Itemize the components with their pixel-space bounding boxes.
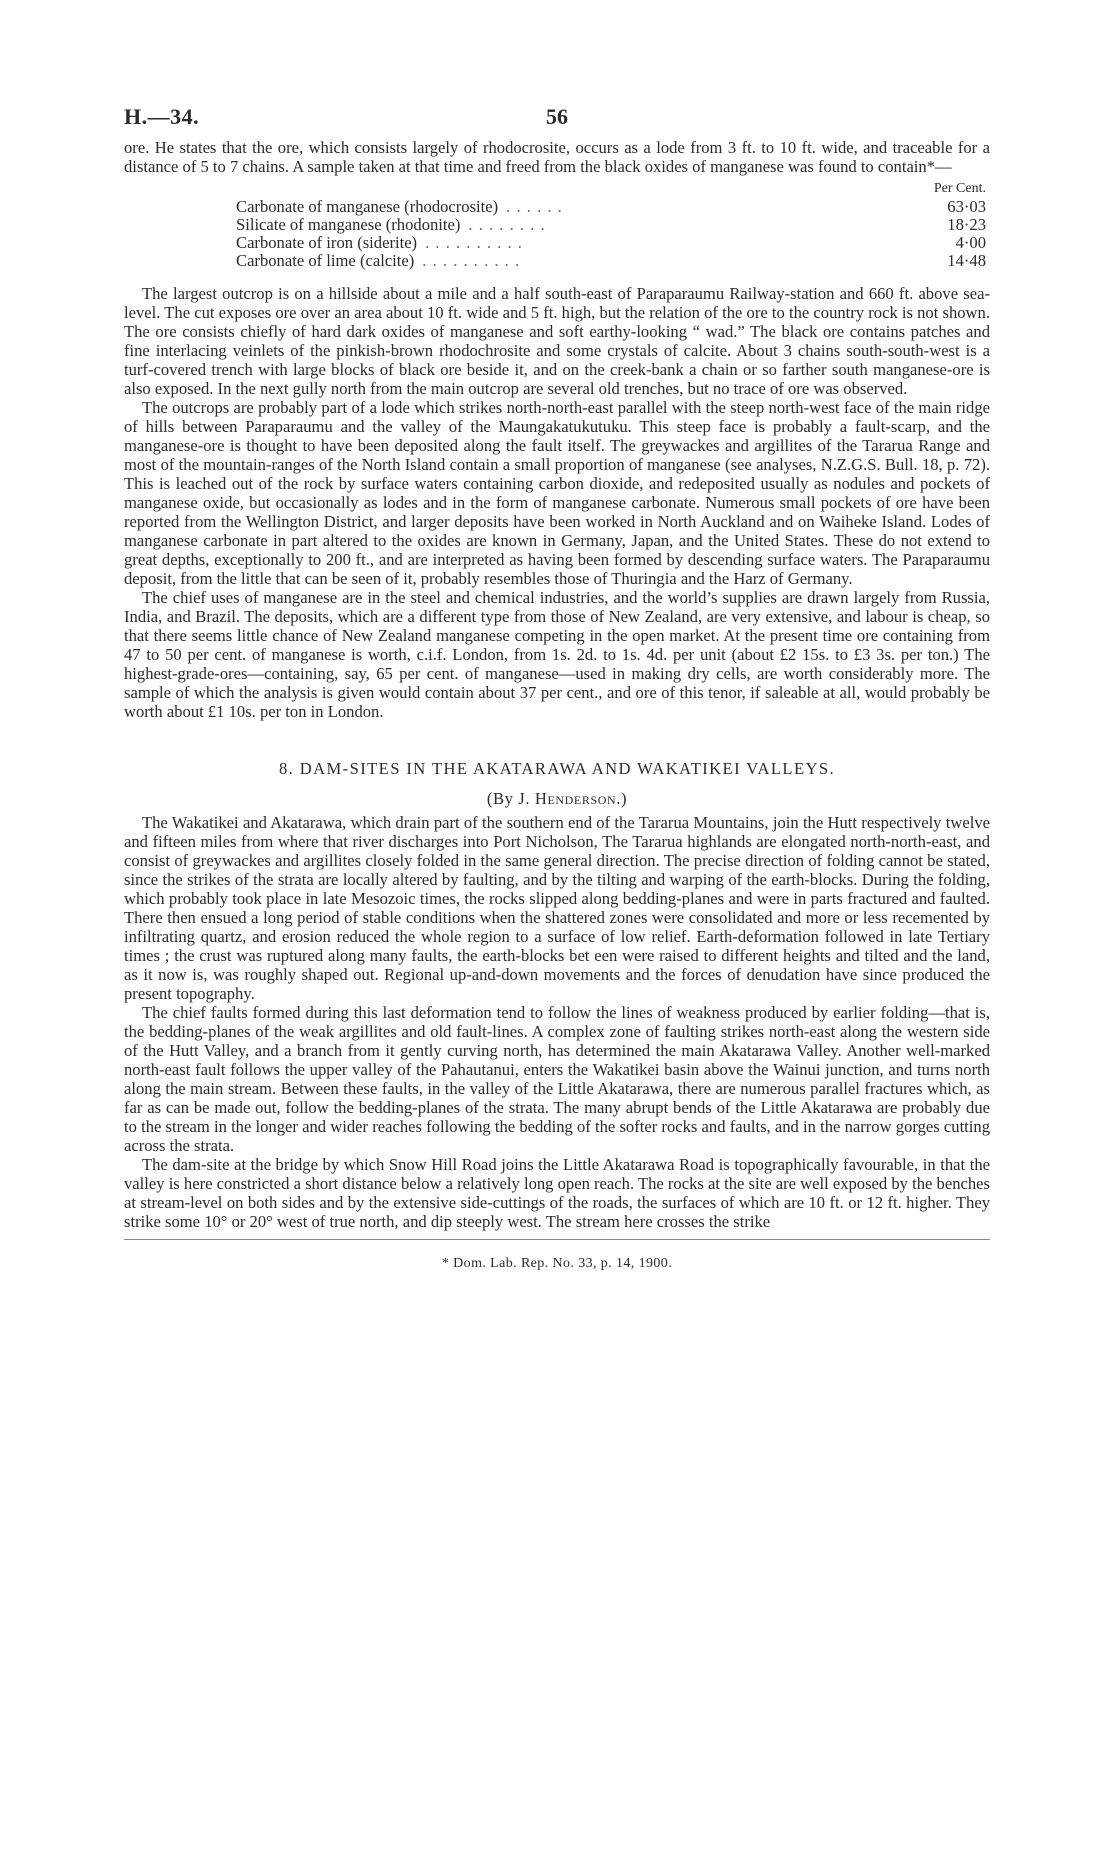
- intro-paragraph: ore. He states that the ore, which consists largely of rhodocrosite, occurs as a lode from 3 ft. to 10 ft. wide, and traceable for a distance of 5 to 7 chains. A sample taken at that time and freed from the black oxides of manganese was found to contain*—: [124, 138, 990, 176]
- analysis-label: Carbonate of manganese (rhodocrosite): [236, 197, 499, 216]
- byline-suffix: .): [616, 789, 628, 808]
- report-code: H.—34.: [124, 104, 200, 129]
- body-paragraph: The largest outcrop is on a hillside about a mile and a half south-east of Paraparaumu Railway-station and 660 ft. above sea-level. The cut exposes ore over an area about 10 ft. wide and 5 ft. high, but the relation of the ore to the country rock is not shown. The ore consists chiefly of hard dark oxides of manganese and soft earthy-looking “ wad.” The black ore contains patches and fine interlacing veinlets of the pinkish-brown rhodochrosite and some crystals of calcite. About 3 chains south-south-west is a turf-covered trench with large blocks of black ore beside it, and on the creek-bank a chain or so farther south manganese-ore is also exposed. In the next gully north from the main outcrop are several old trenches, but no trace of ore was observed.: [124, 284, 990, 398]
- footnote: * Dom. Lab. Rep. No. 33, p. 14, 1900.: [441, 1256, 673, 1271]
- analysis-table: [236, 180, 998, 270]
- footnote-rule: [124, 1239, 990, 1240]
- page-number: 56: [546, 104, 568, 129]
- document-page: [124, 104, 990, 1272]
- analysis-value: 18·23: [947, 215, 986, 234]
- body-paragraph: The dam-site at the bridge by which Snow Hill Road joins the Little Akatarawa Road is topographically favourable, in that the valley is here constricted a short distance below a relatively long open reach. The rocks at the site are well exposed by the benches at stream-level on both sides and by the extensive side-cuttings of the roads, the surfaces of which are 10 ft. or 12 ft. higher. They strike some 10° or 20° west of true north, and dip steeply west. The stream here crosses the strike: [124, 1155, 990, 1231]
- analysis-label: Carbonate of lime (calcite): [236, 251, 415, 270]
- running-header: [124, 104, 990, 138]
- body-paragraph: The outcrops are probably part of a lode which strikes north-north-east parallel with the steep north-west face of the main ridge of hills between Paraparaumu and the valley of the Maungakatukutuku. This steep face is probably a fault-scarp, and the manganese-ore is thought to have been deposited along the fault itself. The greywackes and argillites of the Tararua Range and most of the mountain-ranges of the North Island contain a small proportion of manganese (see analyses, N.Z.G.S. Bull. 18, p. 72). This is leached out of the rock by surface waters containing carbon dioxide, and redeposited usually as nodules and pockets of manganese oxide, but occasionally as lodes and in the form of manganese carbonate. Numerous small pockets of ore have been reported from the Wellington District, and larger deposits have been worked in North Auckland and on Waiheke Island. Lodes of manganese carbonate in part altered to the oxides are known in Germany, Japan, and the United States. These do not extend to great depths, exceptionally to 200 ft., and are interpreted as having been formed by descending surface waters. The Paraparaumu deposit, from the little that can be seen of it, probably resembles those of Thuringia and the Harz of Germany.: [124, 398, 990, 588]
- byline-author: Henderson: [534, 789, 617, 808]
- section-byline: [124, 789, 990, 809]
- analysis-value: 63·03: [947, 197, 986, 216]
- byline-prefix: (By J.: [486, 789, 535, 808]
- analysis-label: Silicate of manganese (rhodonite): [236, 215, 461, 234]
- body-paragraph: The Wakatikei and Akatarawa, which drain part of the southern end of the Tararua Mountains, join the Hutt respectively twelve and fifteen miles from where that river discharges into Port Nicholson, The Tararua highlands are elongated north-north-east, and consist of greywackes and argillites closely folded in the same general direction. The precise direction of folding cannot be stated, since the strikes of the strata are locally altered by faulting, and by the tilting and warping of the earth-blocks. During the folding, which probably took place in late Mesozoic times, the rocks slipped along bedding-planes and were in parts fractured and faulted. There then ensued a long period of stable conditions when the shattered zones were consolidated and more or less recemented by infiltrating quartz, and erosion reduced the whole region to a surface of low relief. Earth-deformation followed in late Tertiary times ; the crust was ruptured along many faults, the earth-blocks bet een were raised to different heights and tilted and the land, as it now is, was roughly shaped out. Regional up-and-down movements and the forces of denudation have since produced the present topography.: [124, 813, 990, 1003]
- analysis-label: Carbonate of iron (siderite): [236, 233, 418, 252]
- analysis-row: [236, 252, 998, 270]
- analysis-row: [236, 216, 998, 234]
- analysis-unit-header: Per Cent.: [933, 181, 986, 196]
- body-paragraph: The chief uses of manganese are in the steel and chemical industries, and the world’s supplies are drawn largely from Russia, India, and Brazil. The deposits, which are a different type from those of New Zealand, are very extensive, and labour is cheap, so that there seems little chance of New Zealand manganese competing in the open market. At the present time ore containing from 47 to 50 per cent. of manganese is worth, c.i.f. London, from 1s. 2d. to 1s. 4d. per unit (about £2 15s. to £3 3s. per ton.) The highest-grade-ores—containing, say, 65 per cent. of manganese—used in making dry cells, are worth considerably more. The sample of which the analysis is given would contain about 37 per cent., and ore of this tenor, if saleable at all, would probably be worth about £1 10s. per ton in London.: [124, 588, 990, 721]
- leader-dots: . . . . . . . . . .: [425, 234, 523, 252]
- analysis-value: 4·00: [955, 233, 986, 252]
- analysis-value: 14·48: [947, 251, 986, 270]
- analysis-row: [236, 234, 998, 252]
- body-paragraph: The chief faults formed during this last deformation tend to follow the lines of weakness produced by earlier folding—that is, the bedding-planes of the weak argillites and old fault-lines. A complex zone of faulting strikes north-east along the western side of the Hutt Valley, and a branch from it gently curving north, has determined the main Akatarawa Valley. Another well-marked north-east fault follows the upper valley of the Pahautanui, enters the Wakatikei basin above the Wainui junction, and turns north along the main stream. Between these faults, in the valley of the Little Akatarawa, there are numerous parallel fractures which, as far as can be made out, follow the bedding-planes of the strata. The many abrupt bends of the Little Akatarawa are probably due to the stream in the longer and wider reaches following the bedding of the softer rocks and faults, and in the narrow gorges cutting across the strata.: [124, 1003, 990, 1155]
- analysis-row: [236, 198, 998, 216]
- leader-dots: . . . . . . . .: [468, 216, 546, 234]
- leader-dots: . . . . . .: [506, 198, 563, 216]
- section-title: 8. DAM-SITES IN THE AKATARAWA AND WAKATIKEI VALLEYS.: [278, 759, 836, 778]
- leader-dots: . . . . . . . . . .: [422, 252, 521, 270]
